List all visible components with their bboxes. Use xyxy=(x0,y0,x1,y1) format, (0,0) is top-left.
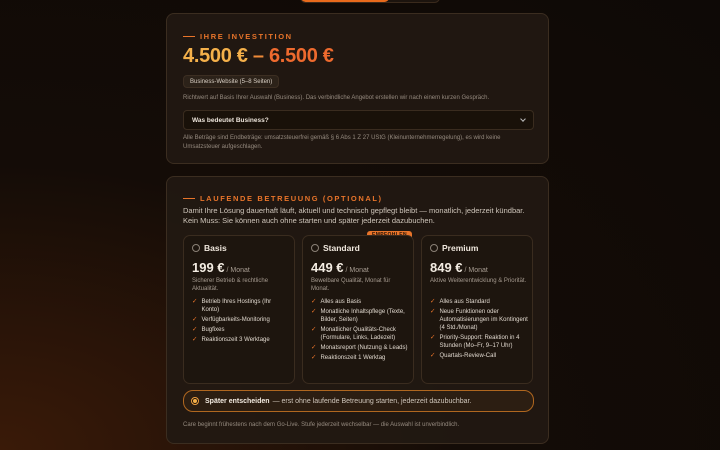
plan-name: Premium xyxy=(442,243,479,253)
plan-feature-text: Quartals-Review-Call xyxy=(439,353,497,359)
plan-feature-text: Verfügbarkeits-Monitoring xyxy=(201,317,270,323)
plan-feature xyxy=(430,334,528,350)
plan-feature xyxy=(192,298,290,314)
investment-card xyxy=(166,13,549,164)
plan-feature xyxy=(430,352,528,360)
plan-feature-text: Reaktionszeit 3 Werktage xyxy=(201,337,270,343)
plan-price xyxy=(192,260,250,275)
price-range xyxy=(183,45,334,68)
plan-name: Basis xyxy=(204,243,227,253)
plan-feature xyxy=(192,336,290,344)
plan-description: Aktive Weiterentwicklung & Priorität. xyxy=(430,278,527,284)
plan-card-2[interactable] xyxy=(421,235,533,384)
faq-accordion[interactable] xyxy=(183,110,534,130)
plan-feature-list xyxy=(311,298,409,364)
chevron-down-icon xyxy=(520,116,526,122)
package-chip: Business-Website (5–8 Seiten) xyxy=(183,75,279,88)
check-icon: ✓ xyxy=(311,326,317,333)
check-icon: ✓ xyxy=(311,344,317,351)
plan-radio[interactable] xyxy=(192,244,200,252)
investment-note: Richtwert auf Basis Ihrer Auswahl (Business). Das verbindliche Angebot erstellen wir nach einem kurzen Gespräch. xyxy=(183,95,490,101)
plan-feature-text: Priority-Support: Reaktion in 4 Stunden (Mo–Fr, 9–17 Uhr) xyxy=(439,335,520,349)
tax-note: Alle Beträge sind Endbeträge: umsatzsteuerfrei gemäß § 6 Abs 1 Z 27 UStG (Kleinunternehmerregelung), es wird keine Umsatzsteuer aufgeschlagen. xyxy=(183,135,501,150)
check-icon: ✓ xyxy=(430,298,436,305)
plan-feature-text: Monatsreport (Nutzung & Leads) xyxy=(320,345,408,351)
later-rest: — erst ohne laufende Betreuung starten, jederzeit dazubuchbar. xyxy=(272,397,472,405)
plan-price-value: 199 € xyxy=(192,260,225,275)
plan-feature xyxy=(311,354,409,362)
plan-price-period: / Monat xyxy=(343,267,369,274)
top-progress-fill xyxy=(301,0,389,2)
plan-feature xyxy=(311,298,409,306)
care-card xyxy=(166,176,549,444)
plan-feature xyxy=(192,326,290,334)
plan-feature-text: Monatliche Inhaltspflege (Texte, Bilder, Seiten) xyxy=(320,309,405,323)
top-progress-pill xyxy=(300,0,440,3)
plan-card-0[interactable] xyxy=(183,235,295,384)
faq-question: Was bedeutet Business? xyxy=(192,116,269,124)
plan-feature-text: Betrieb Ihres Hostings (Ihr Konto) xyxy=(201,299,272,313)
plan-radio[interactable] xyxy=(430,244,438,252)
care-intro: Damit Ihre Lösung dauerhaft läuft, aktuell und technisch gepflegt bleibt — monatlich, jederzeit kündbar. Kein Muss: Sie können auch ohne starten und später jederzeit dazubuchen. xyxy=(183,206,525,225)
care-eyebrow xyxy=(183,194,383,203)
plan-feature xyxy=(430,298,528,306)
plan-feature-list xyxy=(192,298,290,346)
plan-price xyxy=(430,260,488,275)
care-footnote: Care beginnt frühestens nach dem Go-Live. Stufe jederzeit wechselbar — die Auswahl ist unverbindlich. xyxy=(183,422,460,428)
decide-later-option[interactable] xyxy=(183,390,534,412)
plan-radio[interactable] xyxy=(311,244,319,252)
eyebrow-dash xyxy=(183,198,195,199)
check-icon: ✓ xyxy=(311,308,317,315)
investment-eyebrow xyxy=(183,32,293,41)
plan-price xyxy=(311,260,369,275)
price-low: 4.500 € xyxy=(183,45,248,67)
plan-name: Standard xyxy=(323,243,360,253)
plan-feature-text: Alles aus Basis xyxy=(320,299,362,305)
check-icon: ✓ xyxy=(311,298,317,305)
plan-price-value: 449 € xyxy=(311,260,344,275)
plan-feature xyxy=(192,316,290,324)
plan-feature xyxy=(311,344,409,352)
check-icon: ✓ xyxy=(192,298,198,305)
investment-eyebrow-label: IHRE INVESTITION xyxy=(200,32,293,41)
plan-price-period: / Monat xyxy=(462,267,488,274)
check-icon: ✓ xyxy=(192,336,198,343)
plan-price-value: 849 € xyxy=(430,260,463,275)
check-icon: ✓ xyxy=(430,334,436,341)
plan-description: Bewelbare Qualität, Monat für Monat. xyxy=(311,278,391,292)
later-strong: Später entscheiden xyxy=(205,397,270,405)
plan-feature xyxy=(430,308,528,332)
check-icon: ✓ xyxy=(192,326,198,333)
plan-feature-text: Alles aus Standard xyxy=(439,299,490,305)
check-icon: ✓ xyxy=(430,308,436,315)
plan-feature-text: Monatlicher Qualitäts-Check (Formulare, Links, Ladezeit) xyxy=(320,327,396,341)
plan-feature-text: Neue Funktionen oder Automatisierungen im Kontingent (4 Std./Monat) xyxy=(439,309,528,331)
check-icon: ✓ xyxy=(430,352,436,359)
plan-price-period: / Monat xyxy=(224,267,250,274)
plan-card-1[interactable] xyxy=(302,235,414,384)
plan-feature-text: Bugfixes xyxy=(201,327,225,333)
radio-selected[interactable] xyxy=(191,397,199,405)
check-icon: ✓ xyxy=(311,354,317,361)
price-high: 6.500 € xyxy=(268,45,334,67)
care-eyebrow-label: LAUFENDE BETREUUNG (OPTIONAL) xyxy=(200,194,383,203)
plan-feature-text: Reaktionszeit 1 Werktag xyxy=(320,355,386,361)
radio-dot xyxy=(193,399,197,403)
eyebrow-dash xyxy=(183,36,195,37)
price-separator: – xyxy=(247,45,269,67)
plan-feature xyxy=(311,326,409,342)
check-icon: ✓ xyxy=(192,316,198,323)
plan-description: Sicherer Betrieb & rechtliche Aktualität. xyxy=(192,278,269,292)
plan-feature-list xyxy=(430,298,528,362)
plan-feature xyxy=(311,308,409,324)
